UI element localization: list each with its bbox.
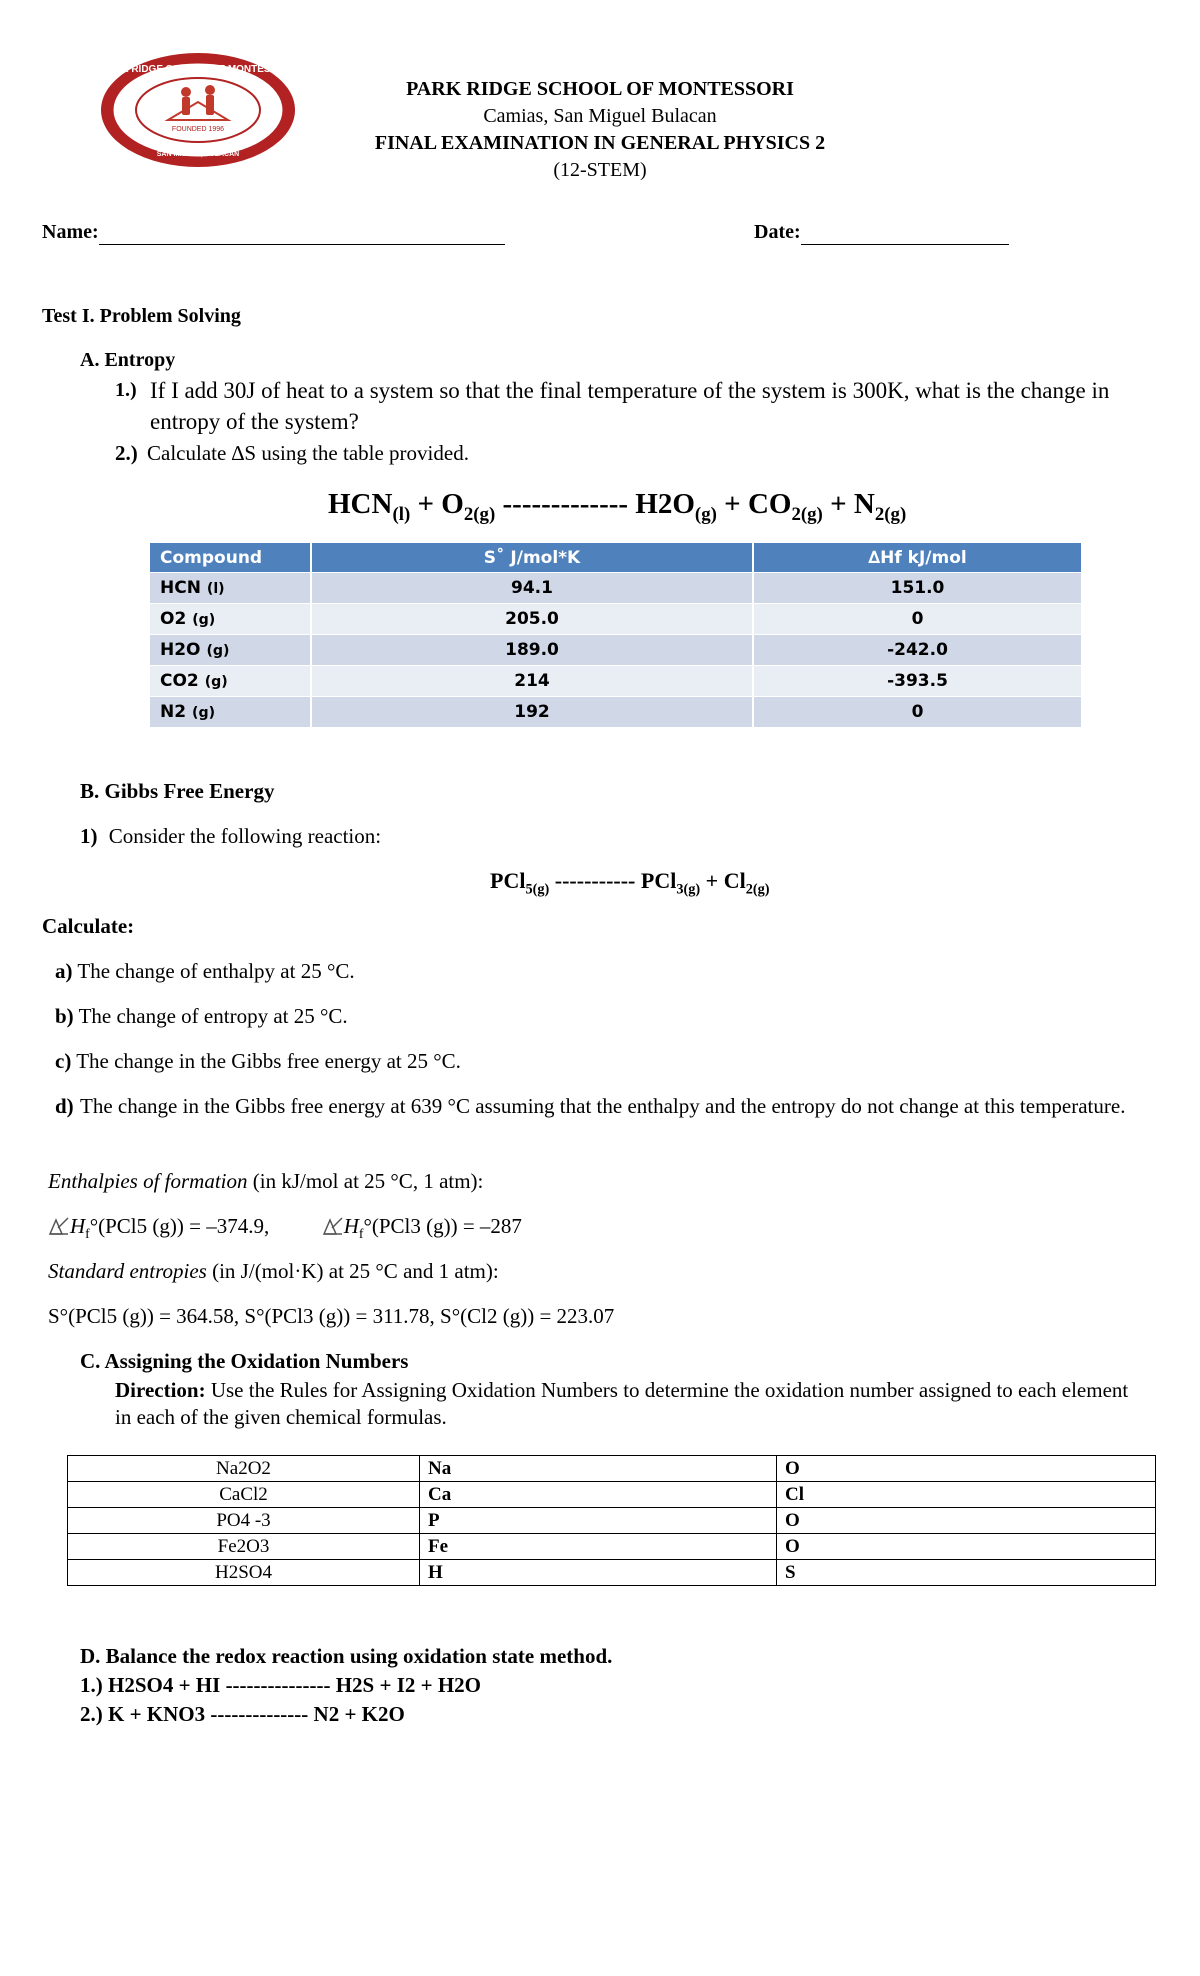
section-a-heading: A. Entropy xyxy=(80,349,176,371)
formula-cell: PO4 -3 xyxy=(68,1508,420,1534)
eq-plus: + xyxy=(716,488,748,520)
compound: O2 xyxy=(160,609,187,629)
gibbs-item-a xyxy=(55,958,355,985)
entropy-title xyxy=(48,1258,499,1285)
eq-hcn: HCN xyxy=(328,488,393,520)
item-text: The change of enthalpy at 25 °C. xyxy=(77,959,355,983)
calculate-label: Calculate: xyxy=(42,914,135,938)
table-row xyxy=(150,697,1082,728)
school-address: Camias, San Miguel Bulacan xyxy=(483,105,717,127)
compound-cell xyxy=(150,573,311,604)
element-cell: O xyxy=(777,1456,1156,1482)
name-field[interactable] xyxy=(42,219,505,245)
eq-pcl3: PCl xyxy=(640,868,677,893)
compound-cell xyxy=(150,697,311,728)
oxidation-direction xyxy=(115,1377,1145,1431)
state: (g) xyxy=(204,674,228,690)
compound: CO2 xyxy=(160,671,199,691)
table-row xyxy=(68,1456,1156,1482)
table-row xyxy=(68,1482,1156,1508)
eq-n2-sub: 2(g) xyxy=(874,503,907,525)
school-name: PARK RIDGE SCHOOL OF MONTESSORI xyxy=(406,78,794,100)
enthalpy-cell: 0 xyxy=(753,604,1082,635)
pcl-equation xyxy=(490,867,770,903)
test-title: Test I. Problem Solving xyxy=(42,305,241,327)
item-label: d) xyxy=(55,1094,74,1118)
formula-cell: Na2O2 xyxy=(68,1456,420,1482)
element-cell: Ca xyxy=(420,1482,777,1508)
eq-plus: + xyxy=(700,868,724,893)
oxidation-table xyxy=(67,1455,1156,1586)
entropy-cell: 192 xyxy=(311,697,753,728)
enthalpy-cell: -242.0 xyxy=(753,635,1082,666)
eq-h2o: H2O xyxy=(635,488,695,520)
name-label: Name: xyxy=(42,221,99,243)
element-cell: O xyxy=(777,1534,1156,1560)
col-entropy: S˚ J/mol*K xyxy=(311,543,753,573)
date-label: Date: xyxy=(754,221,801,243)
exam-section: (12-STEM) xyxy=(553,159,647,181)
enthalpy-cell: -393.5 xyxy=(753,666,1082,697)
enthalpy-pcl5: (PCl5 (g)) = –374.9, xyxy=(98,1214,270,1238)
gibbs-item-d xyxy=(55,1093,1145,1120)
item-label: c) xyxy=(55,1049,72,1073)
eq-arrow: ------------- xyxy=(495,488,636,520)
gibbs-item-b xyxy=(55,1003,348,1030)
eq-co2: CO xyxy=(747,488,792,520)
item-text: The change of entropy at 25 °C. xyxy=(78,1004,348,1028)
item-text: The change in the Gibbs free energy at 25 °C. xyxy=(76,1049,461,1073)
gibbs-question-1 xyxy=(80,823,381,850)
q2-number: 2.) xyxy=(115,441,138,465)
compound: H2O xyxy=(160,640,201,660)
item-label: b) xyxy=(55,1004,74,1028)
compound-cell xyxy=(150,635,311,666)
gq1-number: 1) xyxy=(80,824,98,848)
section-d-heading: D. Balance the redox reaction using oxidation state method. xyxy=(80,1644,613,1668)
date-field[interactable] xyxy=(754,219,1009,245)
redox-question-2: 2.) K + KNO3 -------------- N2 + K2O xyxy=(80,1702,405,1726)
element-cell: Fe xyxy=(420,1534,777,1560)
entropy-cell: 189.0 xyxy=(311,635,753,666)
element-cell: Na xyxy=(420,1456,777,1482)
compound-cell xyxy=(150,604,311,635)
entropy-cell: 214 xyxy=(311,666,753,697)
eq-cl2: Cl xyxy=(723,868,746,893)
eq-n2: N xyxy=(853,488,875,520)
eq-cl2-sub: 2(g) xyxy=(745,881,770,898)
gq1-text: Consider the following reaction: xyxy=(108,824,382,848)
eq-arrow: ----------- xyxy=(549,868,641,893)
direction-text: Use the Rules for Assigning Oxidation Numbers to determine the oxidation number assigned to each element in each of the given chemical formulas. xyxy=(115,1378,1129,1429)
compound: HCN xyxy=(160,578,201,598)
table-row xyxy=(68,1534,1156,1560)
eq-plus: + xyxy=(822,488,854,520)
table-row xyxy=(150,635,1082,666)
entropy-values: S°(PCl5 (g)) = 364.58, S°(PCl3 (g)) = 311.78, S°(Cl2 (g)) = 223.07 xyxy=(48,1304,615,1328)
element-cell: H xyxy=(420,1560,777,1586)
enthalpy-pcl3: (PCl3 (g)) = –287 xyxy=(371,1214,522,1238)
enthalpy-title-italic: Enthalpies of formation xyxy=(48,1169,248,1193)
compound: N2 xyxy=(160,702,187,722)
eq-o2: O xyxy=(441,488,464,520)
eq-hcn-state: (l) xyxy=(392,503,411,525)
eq-pcl5: PCl xyxy=(490,868,526,893)
formula-cell: CaCl2 xyxy=(68,1482,420,1508)
eq-plus: + xyxy=(410,488,442,520)
exam-title: FINAL EXAMINATION IN GENERAL PHYSICS 2 xyxy=(374,132,826,154)
thermo-table xyxy=(150,543,1083,727)
state: (g) xyxy=(191,705,216,721)
entropy-cell: 205.0 xyxy=(311,604,753,635)
compound-cell xyxy=(150,666,311,697)
q2-text: Calculate ∆S using the table provided. xyxy=(147,441,469,465)
col-compound: Compound xyxy=(150,543,311,573)
element-cell: P xyxy=(420,1508,777,1534)
entropy-question-2 xyxy=(115,440,469,467)
entropy-question-1 xyxy=(115,375,1125,437)
item-text: The change in the Gibbs free energy at 639 °C assuming that the enthalpy and the entropy do not change at this temperature. xyxy=(80,1094,1126,1118)
eq-co2-sub: 2(g) xyxy=(791,503,823,525)
logo-text-founded: FOUNDED 1996 xyxy=(171,126,225,133)
q1-number: 1.) xyxy=(115,379,137,401)
delta-h-icon xyxy=(48,1216,70,1236)
entropy-title-italic: Standard entropies xyxy=(48,1259,207,1283)
gibbs-item-c xyxy=(55,1048,461,1075)
section-c-heading: C. Assigning the Oxidation Numbers xyxy=(80,1349,409,1373)
table-row xyxy=(150,573,1082,604)
state: (g) xyxy=(206,643,230,659)
hcn-equation xyxy=(328,486,906,533)
enthalpy-cell: 151.0 xyxy=(753,573,1082,604)
state: (l) xyxy=(206,581,225,597)
eq-o2-sub: 2(g) xyxy=(463,503,496,525)
section-b-heading: B. Gibbs Free Energy xyxy=(80,779,275,803)
eq-pcl5-sub: 5(g) xyxy=(525,881,550,898)
element-cell: O xyxy=(777,1508,1156,1534)
date-blank[interactable] xyxy=(801,224,1009,245)
q1-text: If I add 30J of heat to a system so that the final temperature of the system is 300K, what is the change in entropy of the system? xyxy=(150,378,1110,434)
enthalpy-values: $H_f^\circ(PCl5$ (g)) = –374.9, $H_f^\circ(PCl3$ (g)) = –287 xyxy=(48,1213,522,1247)
eq-pcl3-sub: 3(g) xyxy=(676,881,701,898)
formula-cell: H2SO4 xyxy=(68,1560,420,1586)
entropy-title-rest: (in J/(mol·K) at 25 °C and 1 atm): xyxy=(206,1259,499,1283)
item-label: a) xyxy=(55,959,73,983)
name-blank[interactable] xyxy=(99,224,505,245)
table-row xyxy=(68,1508,1156,1534)
eq-h2o-state: (g) xyxy=(694,503,717,525)
element-cell: S xyxy=(777,1560,1156,1586)
enthalpy-cell: 0 xyxy=(753,697,1082,728)
col-enthalpy: ∆Hf kJ/mol xyxy=(753,543,1082,573)
state: (g) xyxy=(192,612,216,628)
table-row xyxy=(68,1560,1156,1586)
logo-text-bottom: SAN MIGUEL, BULACAN xyxy=(156,151,240,158)
redox-question-1: 1.) H2SO4 + HI --------------- H2S + I2 + H2O xyxy=(80,1673,481,1697)
delta-h-icon xyxy=(322,1216,344,1236)
table-row xyxy=(150,666,1082,697)
element-cell: Cl xyxy=(777,1482,1156,1508)
entropy-cell: 94.1 xyxy=(311,573,753,604)
table-row xyxy=(150,604,1082,635)
direction-label: Direction: xyxy=(115,1378,206,1402)
enthalpy-title-rest: (in kJ/mol at 25 °C, 1 atm): xyxy=(247,1169,484,1193)
enthalpy-title xyxy=(48,1168,483,1195)
logo-text-top: PARK RIDGE SCHOOL OF MONTESSORI xyxy=(100,64,296,75)
formula-cell: Fe2O3 xyxy=(68,1534,420,1560)
